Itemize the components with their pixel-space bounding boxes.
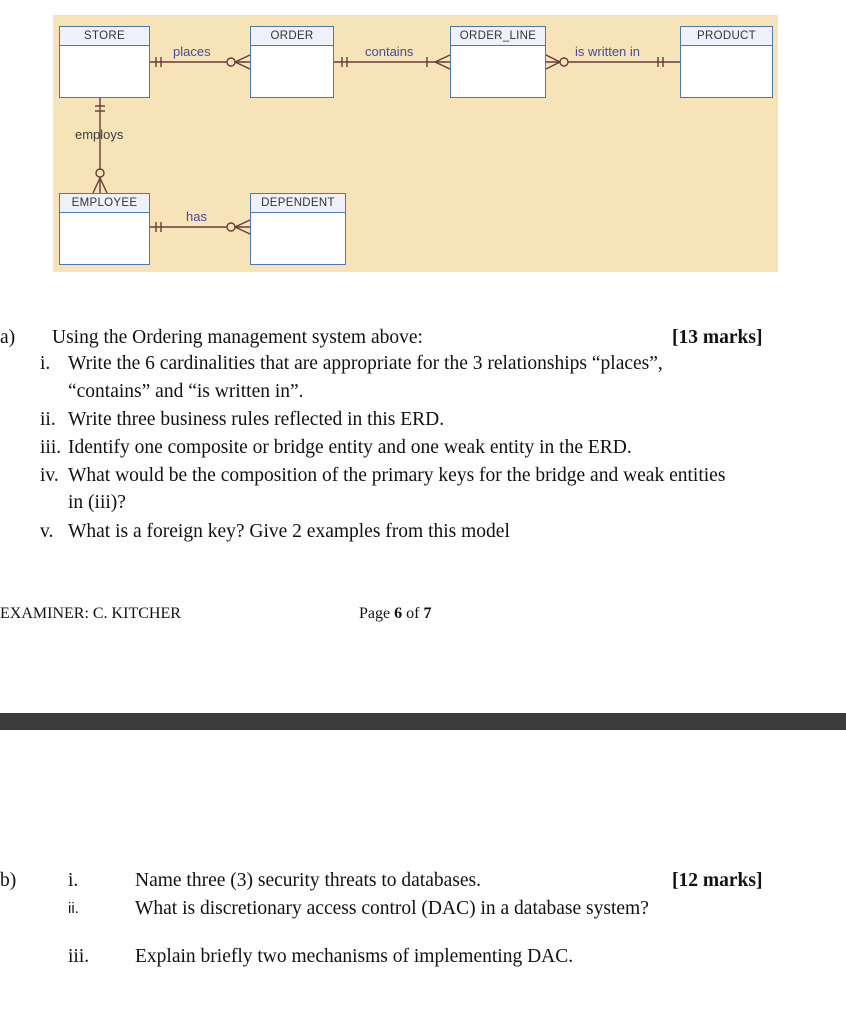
entity-product-title: PRODUCT (681, 27, 772, 46)
footer-page-number (359, 605, 431, 623)
entity-employee-title: EMPLOYEE (60, 194, 149, 213)
footer-page-prefix: Page (359, 605, 391, 622)
question-a-marks: [13 marks] (672, 327, 763, 348)
qa-item-2-text: Write three business rules reflected in this ERD. (68, 409, 445, 430)
qa-item-3-num: iii. (40, 437, 62, 458)
rel-employs-label: employs (75, 127, 124, 142)
qa-item-1-line1: Write the 6 cardinalities that are appropriate for the 3 relationships “places”, (68, 353, 663, 374)
entity-product (680, 26, 773, 98)
qa-item-4-line2: in (iii)? (68, 492, 126, 513)
entity-employee (59, 193, 150, 265)
rel-has-label: has (186, 209, 207, 224)
entity-order-line-title: ORDER_LINE (451, 27, 545, 46)
erd-connectors (53, 15, 778, 272)
qb-item-2-num: ii. (68, 900, 79, 917)
footer-examiner: EXAMINER: C. KITCHER (0, 605, 181, 622)
rel-places-label: places (173, 44, 211, 59)
qa-item-2-num: ii. (40, 409, 56, 430)
entity-store (59, 26, 150, 98)
qa-item-1-num: i. (40, 353, 51, 374)
rel-is-written-in-label: is written in (575, 44, 641, 59)
qb-item-1-text: Name three (3) security threats to databases. (135, 870, 481, 891)
entity-order-title: ORDER (251, 27, 333, 46)
question-a-intro: Using the Ordering management system above: (52, 327, 423, 348)
footer-page-of: of (406, 605, 420, 622)
entity-order-line (450, 26, 546, 98)
qa-item-4-num: iv. (40, 465, 59, 486)
page-separator-bar (0, 713, 846, 730)
qb-item-2-text: What is discretionary access control (DAC) in a database system? (135, 898, 649, 919)
entity-dependent-title: DEPENDENT (251, 194, 345, 213)
qa-item-1-line2: “contains” and “is written in”. (68, 381, 304, 402)
entity-order (250, 26, 334, 98)
places-optional-marker (227, 58, 235, 66)
question-b-label: b) (0, 870, 17, 891)
footer-page-current: 6 (394, 605, 403, 622)
erd-diagram (53, 15, 778, 272)
qb-item-3-num: iii. (68, 946, 90, 967)
qa-item-4-line1: What would be the composition of the primary keys for the bridge and weak entities (68, 465, 726, 486)
qa-item-5-num: v. (40, 521, 54, 542)
entity-dependent (250, 193, 346, 265)
qa-item-3-text: Identify one composite or bridge entity and one weak entity in the ERD. (68, 437, 632, 458)
question-b-marks: [12 marks] (672, 870, 763, 891)
qa-item-5-text: What is a foreign key? Give 2 examples from this model (68, 521, 510, 542)
qb-item-3-text: Explain briefly two mechanisms of implementing DAC. (135, 946, 574, 967)
qb-item-1-num: i. (68, 870, 79, 891)
footer-page-total: 7 (423, 605, 432, 622)
rel-contains-label: contains (365, 44, 414, 59)
entity-store-title: STORE (60, 27, 149, 46)
question-a-label: a) (0, 327, 16, 348)
